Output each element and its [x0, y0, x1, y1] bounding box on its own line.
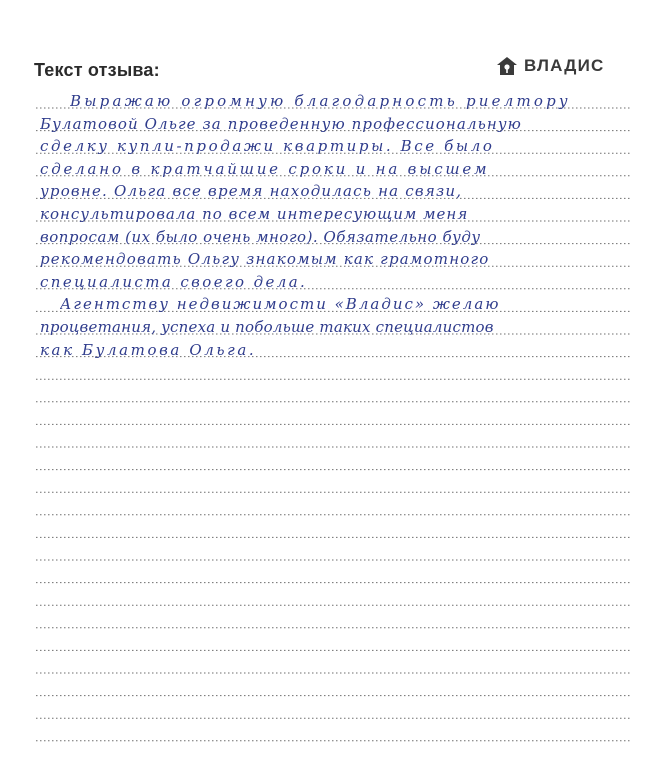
- review-text-line: Выражаю огромную благодарность риелтору: [70, 92, 571, 110]
- review-text-line: специалиста своего дела.: [40, 272, 308, 291]
- review-heading: Текст отзыва:: [34, 60, 160, 80]
- review-text-line: сделано в кратчайшие сроки и на высшем: [40, 159, 490, 178]
- review-text-line: сделку купли-продажи квартиры. Все было: [40, 137, 495, 156]
- review-text-line: консультировала по всем интересующим меня: [40, 205, 469, 223]
- review-text-line: Булатовой Ольге за проведенную профессиональную: [40, 114, 522, 133]
- review-text-line: уровне. Ольга все время находилась на связи,: [40, 182, 463, 201]
- review-text-line: Агентству недвижимости «Владис» желаю: [60, 295, 501, 314]
- review-text-line: процветания, успеха и побольше таких специалистов: [40, 318, 494, 336]
- review-text-line: рекомендовать Ольгу знакомым как грамотного: [40, 250, 490, 269]
- review-text-line: как Булатова Ольга.: [40, 340, 257, 359]
- logo-text: ВЛАДИС: [524, 56, 605, 75]
- review-text-line: вопросам (их было очень много). Обязательно буду: [40, 227, 481, 246]
